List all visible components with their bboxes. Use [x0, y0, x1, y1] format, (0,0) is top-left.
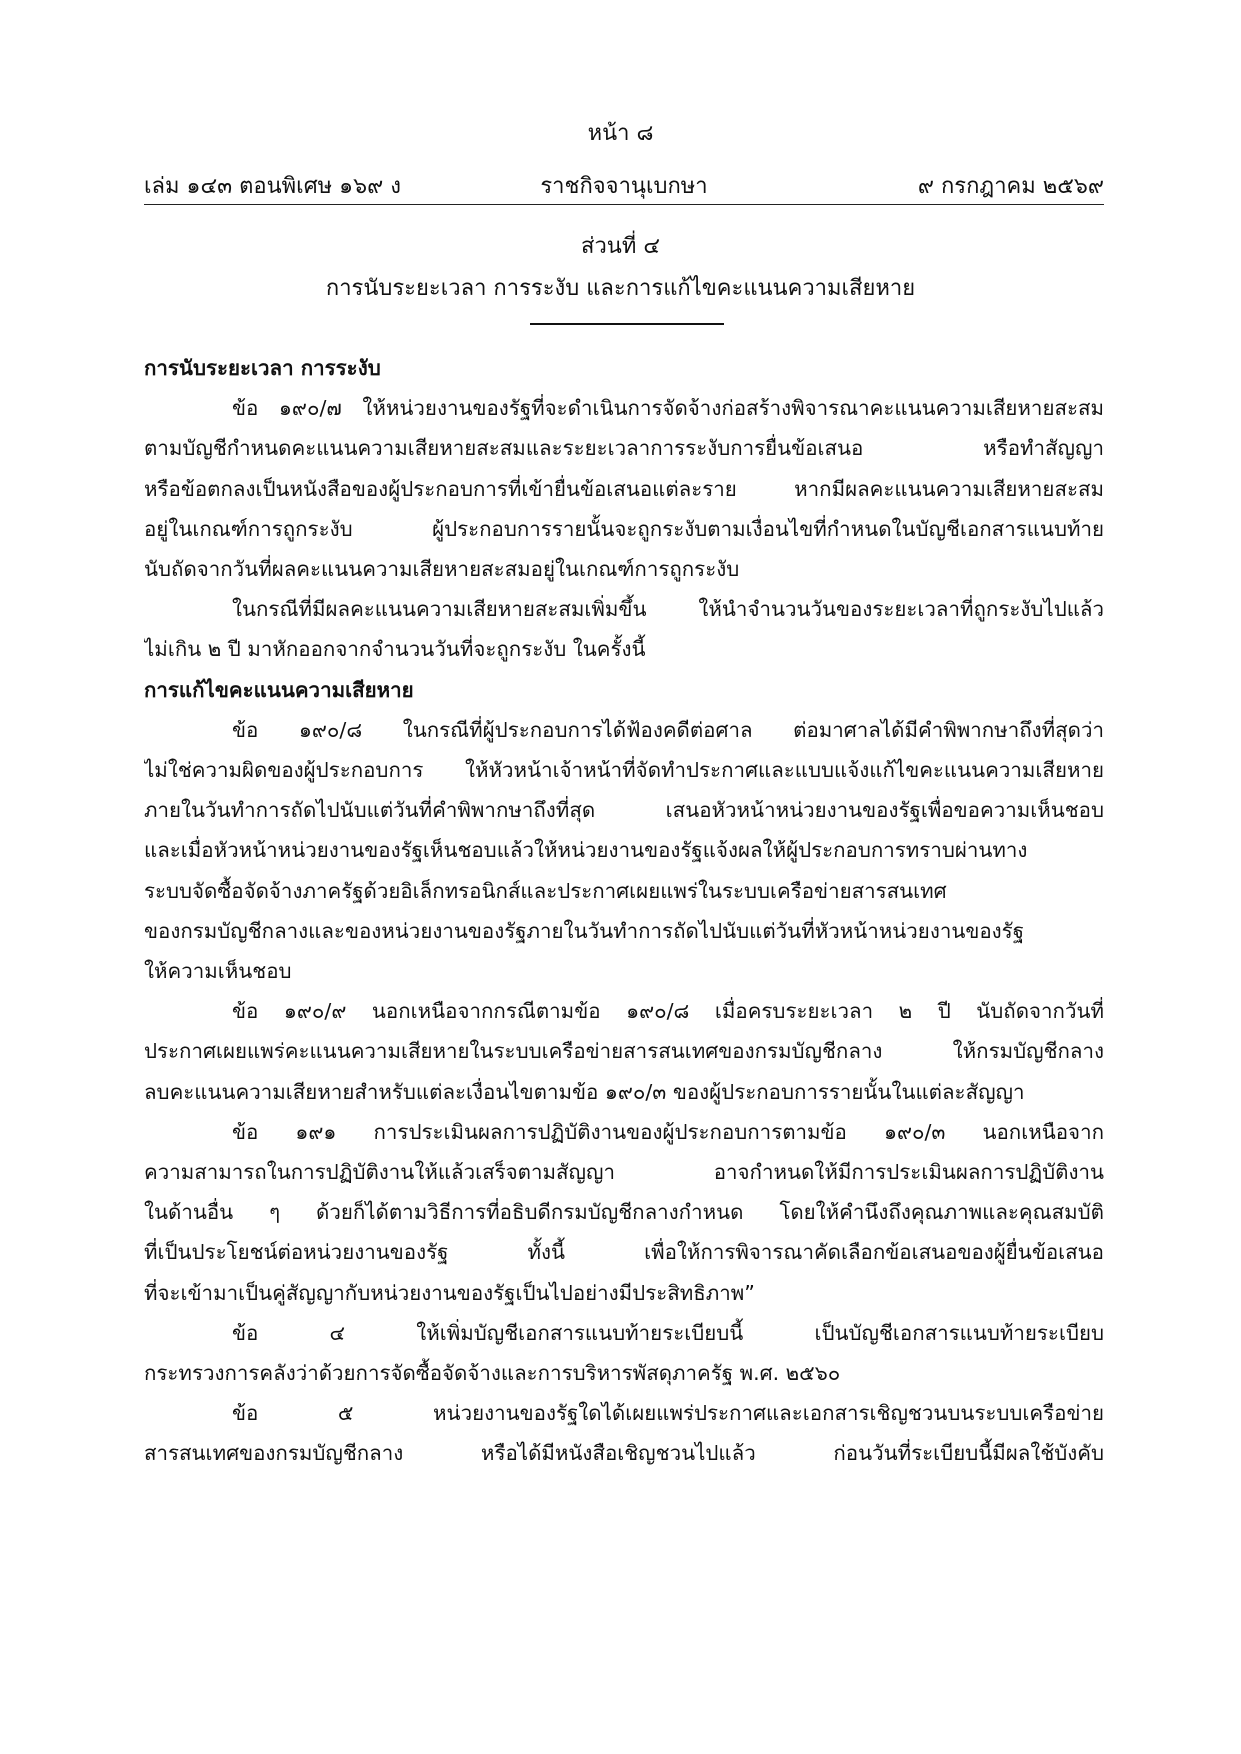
text-line: ไม่เกิน ๒ ปี มาหักออกจากจำนวนวันที่จะถูกระงับ ในครั้งนี้ — [144, 637, 646, 662]
text-line: ตามบัญชีกำหนดคะแนนความเสียหายสะสมและระยะเวลาการระงับการยื่นข้อเสนอ หรือทำสัญญา — [144, 436, 1104, 461]
part-title: การนับระยะเวลา การระงับ และการแก้ไขคะแนนความเสียหาย — [325, 276, 916, 301]
section-heading: การแก้ไขคะแนนความเสียหาย — [144, 677, 414, 702]
gazette-header — [144, 170, 1104, 206]
volume-issue: เล่ม ๑๔๓ ตอนพิเศษ ๑๖๙ ง — [144, 174, 401, 199]
text-line: ข้อ ๑๙๐/๙ นอกเหนือจากกรณีตามข้อ ๑๙๐/๘ เมื่อครบระยะเวลา ๒ ปี นับถัดจากวันที่ — [232, 999, 1104, 1024]
text-line: ไม่ใช่ความผิดของผู้ประกอบการ ให้หัวหน้าเจ้าหน้าที่จัดทำประกาศและแบบแจ้งแก้ไขคะแนนความเสียหาย — [144, 758, 1104, 783]
text-line: ความสามารถในการปฏิบัติงานให้แล้วเสร็จตามสัญญา อาจกำหนดให้มีการประเมินผลการปฏิบัติงาน — [144, 1160, 1104, 1185]
text-line: ข้อ ๑๙๐/๗ ให้หน่วยงานของรัฐที่จะดำเนินการจัดจ้างก่อสร้างพิจารณาคะแนนความเสียหายสะสม — [232, 396, 1104, 421]
page-number: หน้า ๘ — [587, 121, 654, 146]
document-body — [144, 348, 1104, 1474]
text-line: ของกรมบัญชีกลางและของหน่วยงานของรัฐภายในวันทำการถัดไปนับแต่วันที่หัวหน้าหน่วยงานของรัฐ — [144, 918, 1025, 943]
publication-date: ๙ กรกฎาคม ๒๕๖๙ — [917, 174, 1104, 199]
text-line: ข้อ ๑๙๐/๘ ในกรณีที่ผู้ประกอบการได้ฟ้องคดีต่อศาล ต่อมาศาลได้มีคำพิพากษาถึงที่สุดว่า — [232, 717, 1104, 742]
text-line: ในด้านอื่น ๆ ด้วยก็ได้ตามวิธีการที่อธิบดีกรมบัญชีกลางกำหนด โดยให้คำนึงถึงคุณภาพและคุณสมบัติ — [144, 1200, 1104, 1225]
text-line: ที่เป็นประโยชน์ต่อหน่วยงานของรัฐ ทั้งนี้ เพื่อให้การพิจารณาคัดเลือกข้อเสนอของผู้ยื่นข้อเสนอ — [144, 1240, 1104, 1265]
gazette-name: ราชกิจจานุเบกษา — [540, 174, 708, 199]
text-line: ลบคะแนนความเสียหายสำหรับแต่ละเงื่อนไขตามข้อ ๑๙๐/๓ ของผู้ประกอบการรายนั้นในแต่ละสัญญา — [144, 1079, 1025, 1104]
header-rule — [144, 204, 1104, 205]
part-divider — [530, 323, 724, 325]
text-line: อยู่ในเกณฑ์การถูกระงับ ผู้ประกอบการรายนั้นจะถูกระงับตามเงื่อนไขที่กำหนดในบัญชีเอกสารแนบท้าย — [144, 516, 1104, 541]
part-number: ส่วนที่ ๔ — [581, 234, 660, 259]
text-line: หรือข้อตกลงเป็นหนังสือของผู้ประกอบการที่เข้ายื่นข้อเสนอแต่ละราย หากมีผลคะแนนความเสียหายสะสม — [144, 476, 1104, 501]
text-line: ระบบจัดซื้อจัดจ้างภาครัฐด้วยอิเล็กทรอนิกส์และประกาศเผยแพร่ในระบบเครือข่ายสารสนเทศ — [144, 878, 947, 903]
text-line: ข้อ ๕ หน่วยงานของรัฐใดได้เผยแพร่ประกาศและเอกสารเชิญชวนบนระบบเครือข่าย — [232, 1401, 1104, 1426]
text-line: นับถัดจากวันที่ผลคะแนนความเสียหายสะสมอยู่ในเกณฑ์การถูกระงับ — [144, 557, 740, 582]
text-line: ข้อ ๑๙๑ การประเมินผลการปฏิบัติงานของผู้ประกอบการตามข้อ ๑๙๐/๓ นอกเหนือจาก — [232, 1119, 1104, 1144]
text-line: ข้อ ๔ ให้เพิ่มบัญชีเอกสารแนบท้ายระเบียบนี้ เป็นบัญชีเอกสารแนบท้ายระเบียบ — [232, 1320, 1104, 1345]
text-line: และเมื่อหัวหน้าหน่วยงานของรัฐเห็นชอบแล้วให้หน่วยงานของรัฐแจ้งผลให้ผู้ประกอบการทราบผ่านทาง — [144, 838, 1028, 863]
text-line: กระทรวงการคลังว่าด้วยการจัดซื้อจัดจ้างและการบริหารพัสดุภาครัฐ พ.ศ. ๒๕๖๐ — [144, 1361, 841, 1386]
text-line: ประกาศเผยแพร่คะแนนความเสียหายในระบบเครือข่ายสารสนเทศของกรมบัญชีกลาง ให้กรมบัญชีกลาง — [144, 1039, 1104, 1064]
section-heading: การนับระยะเวลา การระงับ — [144, 356, 381, 380]
text-line: ให้ความเห็นชอบ — [144, 959, 292, 984]
text-line: ในกรณีที่มีผลคะแนนความเสียหายสะสมเพิ่มขึ้น ให้นำจำนวนวันของระยะเวลาที่ถูกระงับไปแล้ว — [232, 597, 1104, 622]
text-line: ภายในวันทำการถัดไปนับแต่วันที่คำพิพากษาถึงที่สุด เสนอหัวหน้าหน่วยงานของรัฐเพื่อขอความเห็นชอบ — [144, 798, 1104, 823]
text-line: ที่จะเข้ามาเป็นคู่สัญญากับหน่วยงานของรัฐเป็นไปอย่างมีประสิทธิภาพ” — [144, 1280, 755, 1305]
text-line: สารสนเทศของกรมบัญชีกลาง หรือได้มีหนังสือเชิญชวนไปแล้ว ก่อนวันที่ระเบียบนี้มีผลใช้บังคับ — [144, 1441, 1104, 1466]
